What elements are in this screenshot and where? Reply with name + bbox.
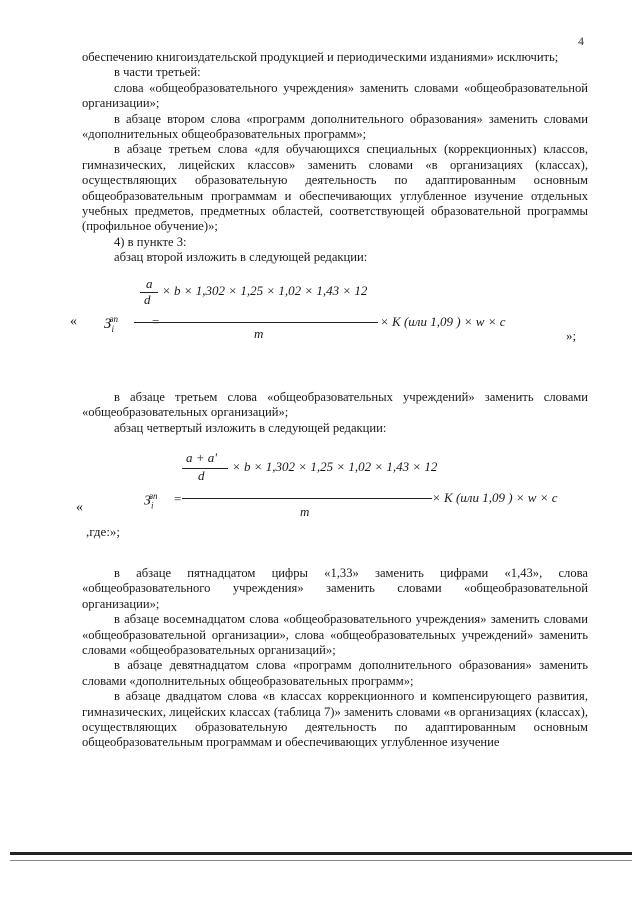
paragraph: слова «общеобразовательного учреждения» заменить словами «общеобразовательной организации»; — [82, 80, 588, 111]
formula-denominator: m — [254, 325, 264, 341]
paragraph: в абзаце третьем слова «общеобразовательных учреждений» заменить словами «общеобразовательных организаций»; — [82, 389, 588, 420]
formula-a-plus-a-prime: a + a' — [186, 449, 218, 465]
bottom-scan-border — [10, 852, 632, 855]
paragraph: в абзаце третьем слова «для обучающихся специальных (коррекционных) классов, гимназических, лицейских классов» заменить словами «в организациях (классах), осуществляющих образовательную деятельность по адаптированным основным общеобразовательным программам и обеспечивающих углубленное изучение отдельных учебных предметов, предметных областей, соответствующей образовательной программы (профильное обучение)»; — [82, 142, 588, 234]
paragraph: в абзаце двадцатом слова «в классах коррекционного и компенсирующего развития, гимназических, лицейских классах (таблица 7)» заменить словами «в организациях (классах), осуществляющих образовательную деятельность по адаптированным основным общеобразовательным программам и обеспечивающих углубленное изучение — [82, 689, 588, 750]
formula-open-quote: « — [70, 313, 77, 329]
paragraph: 4) в пункте 3: — [114, 234, 187, 249]
formula-a: a — [146, 275, 153, 291]
fraction-bar — [134, 322, 378, 323]
formula-d: d — [144, 291, 151, 307]
bottom-scan-border-thin — [10, 860, 632, 861]
formula-lhs: $З_i^{зп}$ — [144, 490, 158, 511]
paragraph: обеспечению книгоиздательской продукцией и периодическими изданиями» исключить; — [82, 50, 559, 64]
formula-where: ,где:»; — [86, 523, 121, 539]
formula-close: »; — [566, 327, 577, 343]
formula-equals: = — [152, 313, 160, 329]
inner-fraction-bar — [182, 468, 228, 469]
formula-tail: × K (или 1,09 ) × w × c — [432, 489, 558, 505]
formula-multipliers: × b × 1,302 × 1,25 × 1,02 × 1,43 × 12 — [232, 458, 438, 474]
formula-equals: = — [174, 490, 182, 506]
formula-open-quote: « — [76, 499, 83, 515]
formula-multipliers: × b × 1,302 × 1,25 × 1,02 × 1,43 × 12 — [162, 282, 368, 298]
paragraph: в абзаце восемнадцатом слова «общеобразовательного учреждения» заменить словами «общеобразовательной организации», слова «общеобразовательных учреждений» заменить словами «общеобразовательных организаций»; — [82, 612, 588, 657]
paragraph: в абзаце пятнадцатом цифры «1,33» заменить цифрами «1,43», слова «общеобразовательного учреждения» заменить словами «общеобразовательной организации»; — [82, 565, 588, 611]
formula-lhs: $З_i^{зп}$ — [104, 313, 118, 334]
paragraph: в абзаце девятнадцатом слова «программ дополнительного образования» заменить словами «дополнительных общеобразовательных программ»; — [82, 658, 588, 688]
formula-1 — [70, 268, 588, 360]
document-body — [70, 50, 588, 751]
paragraph: в части третьей: — [114, 65, 201, 80]
formula-tail: × K (или 1,09 ) × w × c — [380, 313, 506, 329]
page-number: 4 — [578, 34, 584, 48]
paragraph: абзац второй изложить в следующей редакции: — [114, 250, 368, 265]
paragraph: абзац четвертый изложить в следующей редакции: — [114, 420, 387, 435]
paragraph: в абзаце втором слова «программ дополнительного образования» заменить словами «дополнительных общеобразовательных программ»; — [82, 111, 588, 142]
formula-denominator: m — [300, 503, 310, 519]
formula-d: d — [198, 467, 205, 483]
formula-2 — [76, 444, 588, 548]
fraction-bar — [182, 498, 432, 499]
